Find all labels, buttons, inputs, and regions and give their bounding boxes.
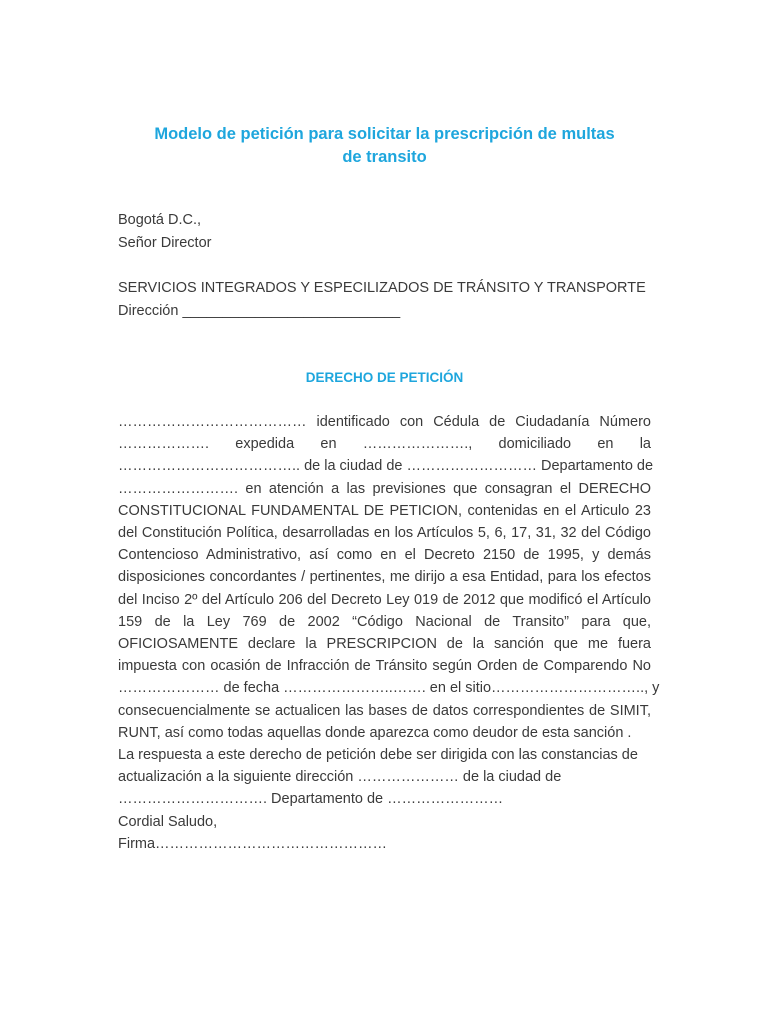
recipient-line: Señor Director bbox=[118, 235, 212, 251]
body-line: ………………. expedida en …………………., domiciliado en la bbox=[118, 436, 651, 453]
body-line: RUNT, así como todas aquellas donde aparezca como deudor de esta sanción . bbox=[118, 724, 632, 741]
body-line: ……………………. en atención a las previsiones que consagran el DERECHO bbox=[118, 480, 651, 497]
body-line: del Inciso 2º del Artículo 206 del Decreto Ley 019 de 2012 que modificó el Artículo bbox=[118, 591, 651, 608]
entity-name: SERVICIOS INTEGRADOS Y ESPECILIZADOS DE TRÁNSITO Y TRANSPORTE bbox=[118, 280, 646, 296]
body-line: ………………… de fecha …………………..……. en el sitio………………………….., y bbox=[118, 680, 660, 697]
body-line: 159 de la Ley 769 de 2002 “Código Nacional de Transito” para que, bbox=[118, 613, 651, 630]
body-line: ………………………………… identificado con Cédula de Ciudadanía Número bbox=[118, 414, 651, 430]
city-line: Bogotá D.C., bbox=[118, 212, 202, 228]
body-line: disposiciones concordantes / pertinentes, me dirijo a esa Entidad, para los efectos bbox=[118, 569, 651, 586]
document-title bbox=[118, 123, 651, 169]
body-line: …………………………. Departamento de …………………… bbox=[118, 791, 504, 808]
body-line: OFICIOSAMENTE declare la PRESCRIPCION de la sanción que me fuera bbox=[118, 636, 651, 653]
address-line: Dirección ___________________________ bbox=[118, 303, 401, 319]
closing-line: Cordial Saludo, bbox=[118, 813, 218, 830]
section-heading: DERECHO DE PETICIÓN bbox=[305, 370, 464, 385]
body-line: CONSTITUCIONAL FUNDAMENTAL DE PETICION, contenidas en el Articulo 23 bbox=[118, 502, 651, 519]
petition-body bbox=[118, 411, 660, 855]
body-line: del Constitución Política, desarrolladas en los Artículos 5, 6, 17, 31, 32 del Código bbox=[118, 525, 651, 542]
body-line: Contencioso Administrativo, así como en el Decreto 2150 de 1995, y demás bbox=[118, 547, 651, 564]
title-line-2: de transito bbox=[342, 148, 427, 166]
body-line: actualización a la siguiente dirección ………………… de la ciudad de bbox=[118, 769, 562, 786]
title-line-1: Modelo de petición para solicitar la prescripción de multas bbox=[154, 125, 615, 143]
body-line: ……………………………….. de la ciudad de ……………………… Departamento de bbox=[118, 458, 654, 475]
body-line: La respuesta a este derecho de petición debe ser dirigida con las constancias de bbox=[118, 747, 638, 764]
body-line: impuesta con ocasión de Infracción de Tránsito según Orden de Comparendo No bbox=[118, 658, 651, 675]
body-line: consecuencialmente se actualicen las bases de datos correspondientes de SIMIT, bbox=[118, 702, 651, 719]
signature-line: Firma………………………………………… bbox=[118, 835, 388, 852]
